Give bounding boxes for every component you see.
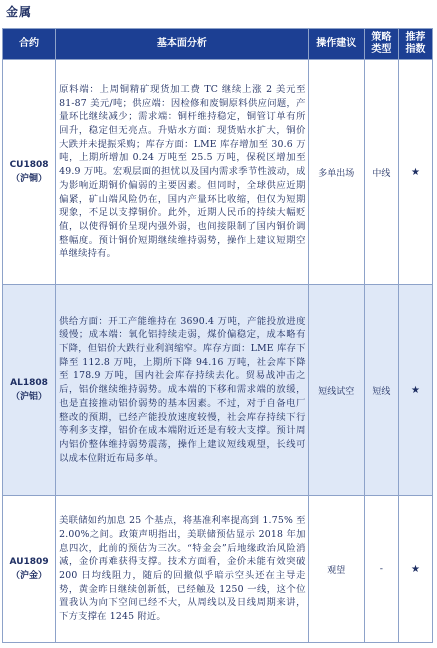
- analysis-text: 美联储如约加息 25 个基点，将基准利率提高到 1.75% 至 2.00%之间。政策声明指出，美联储预估显示 2018 年加息四次，此前的预估为三次。“特金会”后地缘政治风险消减，金价再难获得支撑。技术方面看，金价未能有效突破 200 日均线阻力，随后的回撤似乎暗示空头还在主导走势，黄金昨日继续创新低，已经触及 1250 一线，这个位置我认为向下空间已经不大，从周线以及日线周期来讲，下方支撑在 1245 附近。: [56, 496, 309, 643]
- star-icon: ★: [398, 60, 432, 285]
- contract-cell: [3, 60, 56, 285]
- strategy-type-cell: -: [364, 496, 398, 643]
- header-strategy-type-line1: 策略: [371, 32, 392, 43]
- analysis-text: 原料端：上周铜精矿现货加工费 TC 继续上涨 2 美元至 81-87 美元/吨；供应端：因检修和废铜原料供应问题，产量环比继续减少；需求端：铜杆维持稳定，铜管订单有所回升，稳定但无亮点。升贴水方面：现货贴水扩大，铜价大跌并未提振采购；库存方面：LME 库存增加至 30.6 万吨，上期所增加 0.24 万吨至 25.5 万吨，保税区增加至 49.9 万吨。宏观层面的担忧以及国内需求季节性波动，成为影响近期铜价偏弱的主要因素。但同时，全球供应近期偏紧，矿山端风险仍在，国内产量环比收缩，但仅为短期现象，不足以支撑铜价。此外，近期人民币的持续大幅贬值，以使得铜价呈现内强外弱，也间接限制了国内铜价调整幅度。预计铜价短期继续维持弱势，操作上建议短期空单继续持有。: [56, 60, 309, 285]
- header-strategy-type-line2: 类型: [371, 44, 392, 55]
- contract-name: （沪金）: [11, 571, 48, 581]
- header-recommend-index: [398, 29, 432, 60]
- table-row: [3, 285, 433, 496]
- star-icon: ★: [398, 496, 432, 643]
- contract-cell: [3, 285, 56, 496]
- table-header-row: [3, 29, 433, 60]
- advice-cell: 短线试空: [308, 285, 364, 496]
- contract-code: CU1808: [9, 160, 49, 170]
- star-icon: ★: [398, 285, 432, 496]
- section-title: 金属: [6, 5, 33, 19]
- contract-name: （沪铜）: [11, 174, 48, 184]
- header-recommend-line2: 指数: [405, 44, 426, 55]
- table-row: [3, 496, 433, 643]
- header-advice: 操作建议: [308, 29, 364, 60]
- contract-code: AL1808: [10, 378, 48, 388]
- advice-cell: 观望: [308, 496, 364, 643]
- metals-table: [2, 28, 433, 643]
- analysis-text: 供给方面：开工产能维持在 3690.4 万吨，产能投放进度缓慢；成本端：氧化铝持续走弱，煤价偏稳定，成本略有下降，但铝价大跌行业利润缩窄。库存方面：LME 库存下降至 112.8 万吨，上期所下降 94.16 万吨，社会库下降至 178.9 万吨，国内社会库存持续去化。贸易战冲击之后，铝价继续维持弱势。成本端的下移和需求端的放缓，也是直接推动铝价弱势的基本因素。不过，对于自备电厂整改的预期，已经产能投放速度较慢，社会库存持续下行等利多支撑，铝价在成本端附近还是有较大支撑。预计周内铝价整体维持弱势震荡，操作上建议短线观望，长线可以成本位附近布局多单。: [56, 285, 309, 496]
- header-recommend-line1: 推荐: [405, 32, 426, 43]
- header-contract: 合约: [3, 29, 56, 60]
- header-strategy-type: [364, 29, 398, 60]
- advice-cell: 多单出场: [308, 60, 364, 285]
- contract-name: （沪铝）: [11, 392, 48, 402]
- strategy-type-cell: 短线: [364, 285, 398, 496]
- contract-code: AU1809: [9, 557, 49, 567]
- table-row: [3, 60, 433, 285]
- header-analysis: 基本面分析: [56, 29, 309, 60]
- contract-cell: [3, 496, 56, 643]
- strategy-type-cell: 中线: [364, 60, 398, 285]
